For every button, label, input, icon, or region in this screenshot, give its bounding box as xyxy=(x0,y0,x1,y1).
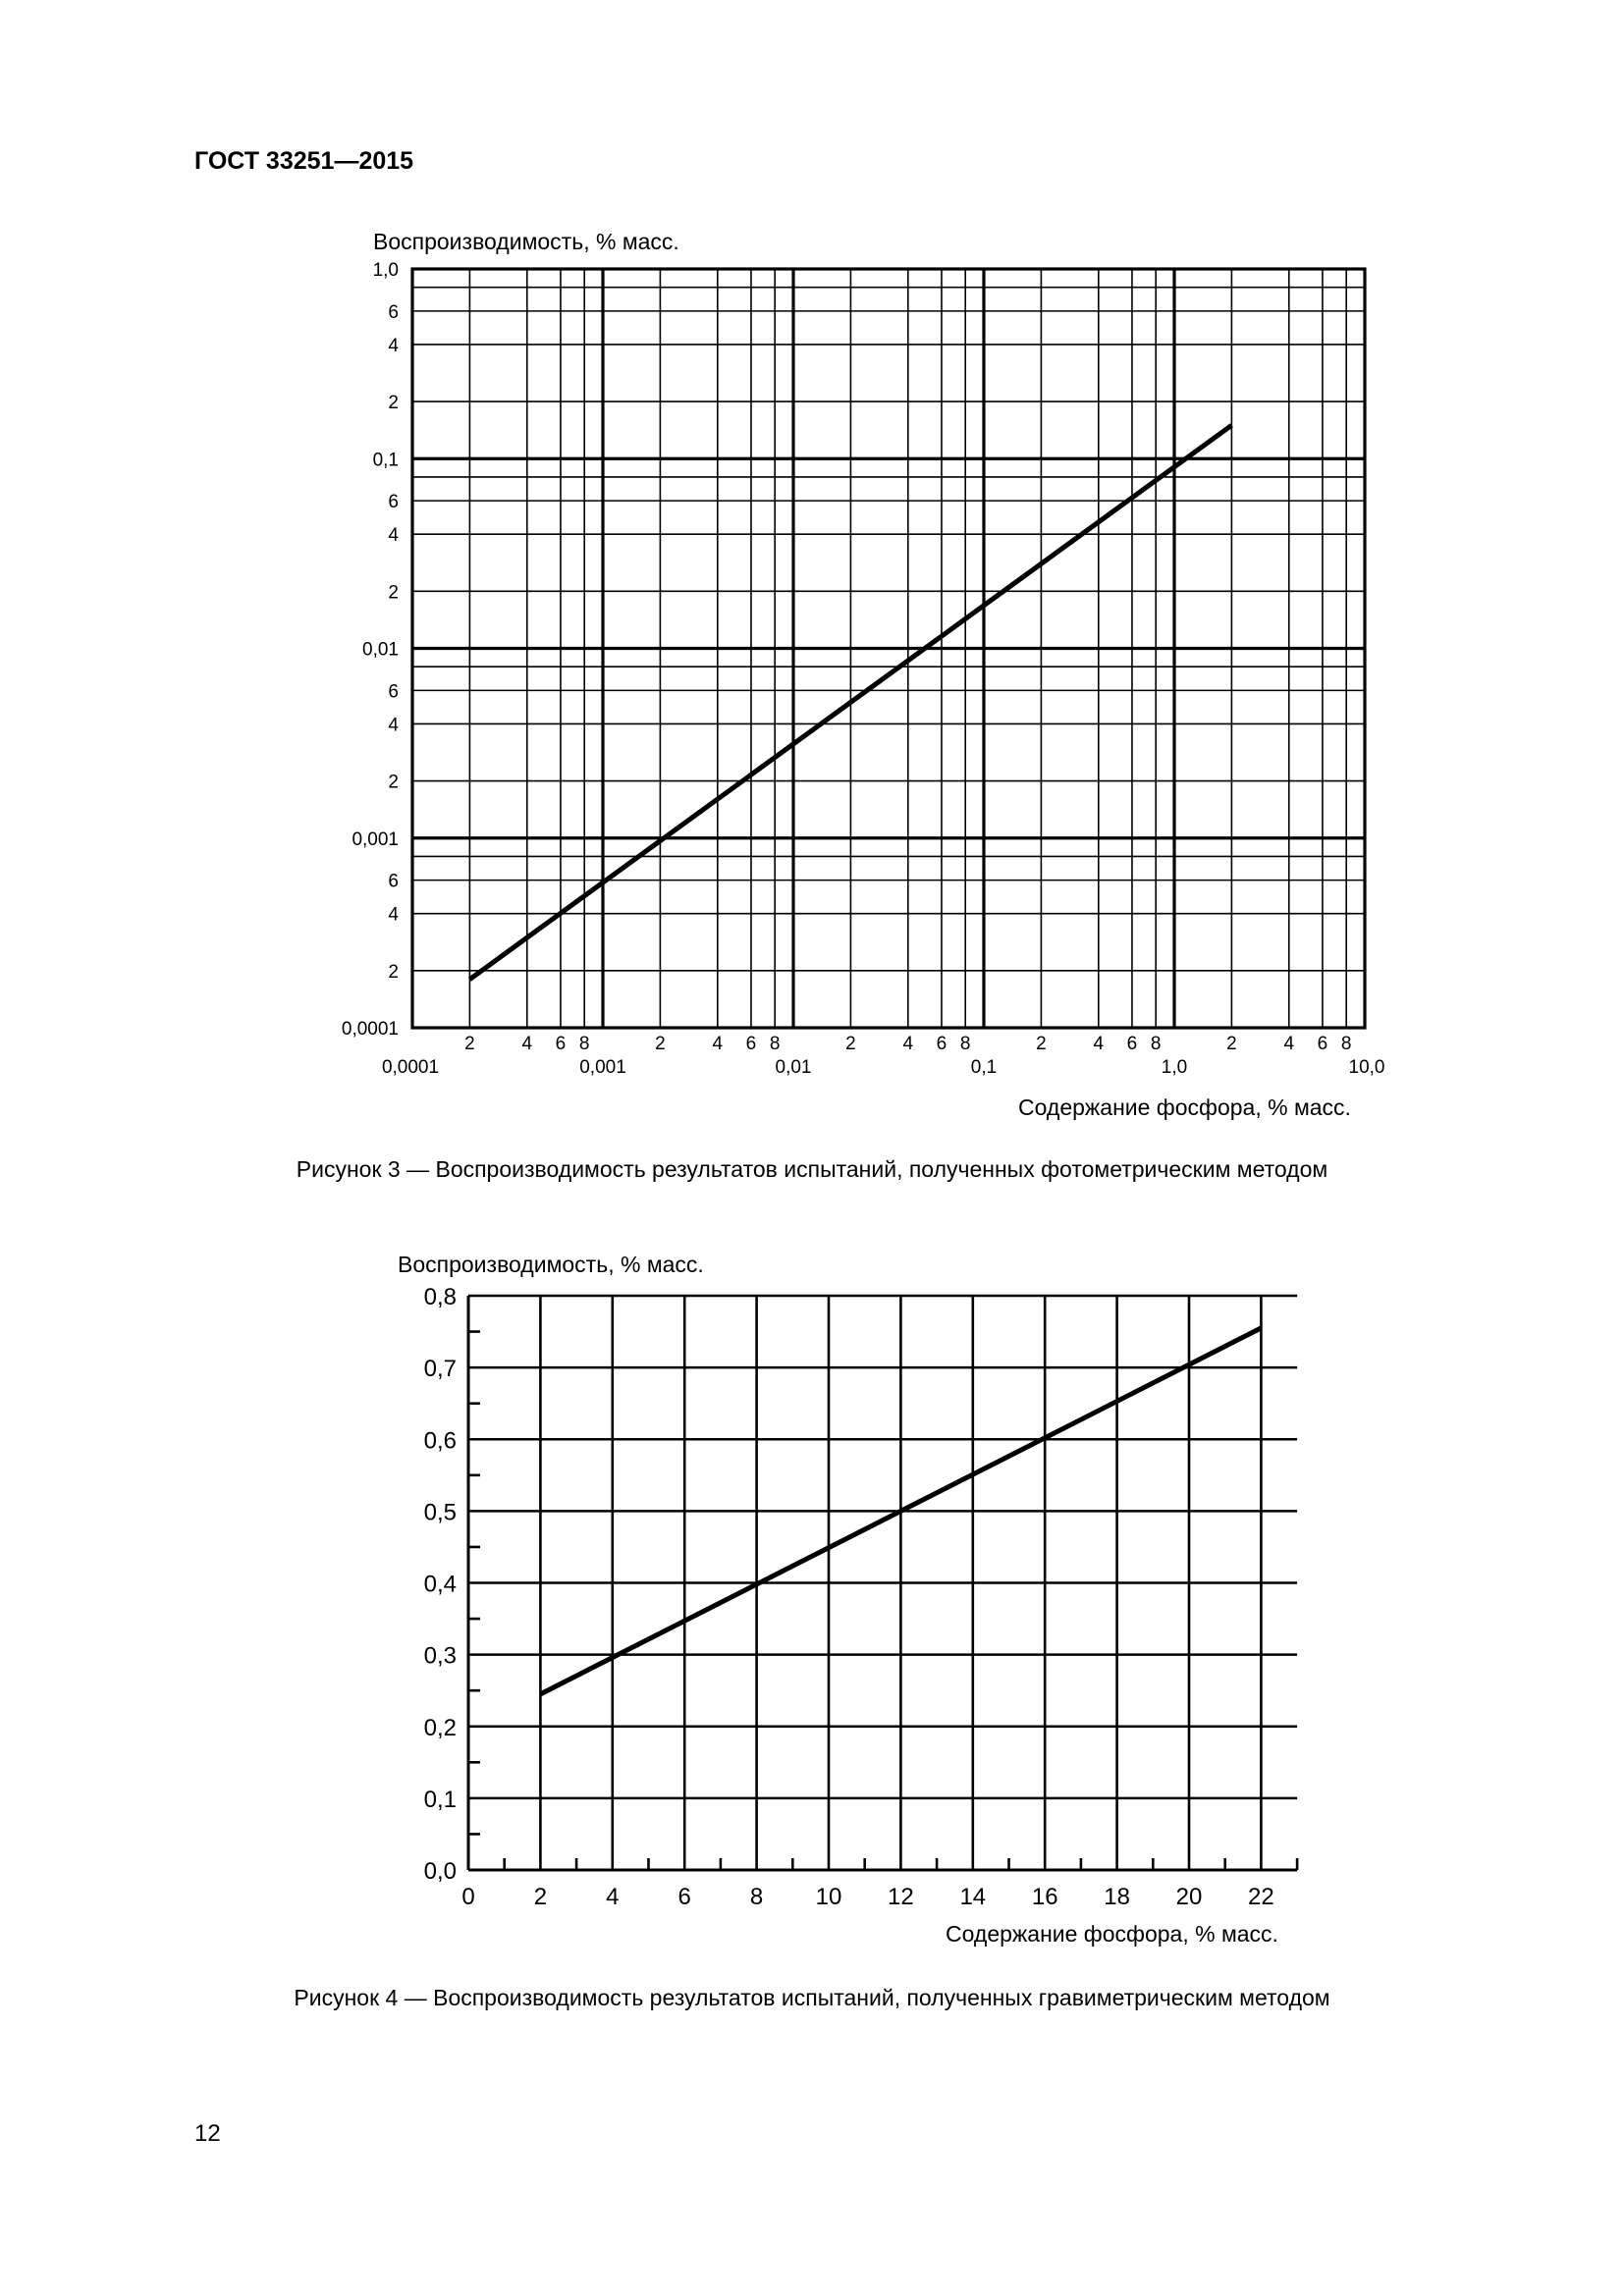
fig4-x-tick-label: 14 xyxy=(959,1884,987,1910)
fig4-x-tick-label: 0 xyxy=(461,1884,475,1910)
fig4-xlabel: Содержание фосфора, % масс. xyxy=(946,1921,1278,1947)
fig3-y-minor-label: 4 xyxy=(388,335,399,356)
fig3-x-minor-label: 2 xyxy=(845,1034,856,1054)
fig4-x-tick-label: 10 xyxy=(815,1884,842,1910)
fig4-x-tick-label: 12 xyxy=(888,1884,914,1910)
fig4-y-tick-label: 0,2 xyxy=(423,1714,457,1741)
fig4-x-tick-label: 20 xyxy=(1175,1884,1203,1910)
fig3-x-minor-label: 8 xyxy=(1150,1034,1162,1054)
fig3-x-tick-label: 1,0 xyxy=(1161,1057,1188,1078)
fig3-x-minor-label: 4 xyxy=(902,1034,914,1054)
fig3-y-minor-label: 6 xyxy=(388,492,399,513)
fig4-y-tick-label: 0,7 xyxy=(423,1356,457,1383)
fig3-x-minor-label: 2 xyxy=(655,1034,666,1054)
fig3-x-tick-label: 0,001 xyxy=(579,1057,626,1078)
fig3-x-minor-label: 6 xyxy=(936,1034,947,1054)
fig3-x-tick-label: 0,01 xyxy=(775,1057,812,1078)
fig3-y-minor-label: 6 xyxy=(388,301,399,323)
fig3-y-tick-label: 1,0 xyxy=(372,260,399,281)
fig3-x-tick-label: 0,1 xyxy=(970,1057,998,1078)
fig3-x-minor-label: 8 xyxy=(1340,1034,1352,1054)
fig3-y-minor-label: 6 xyxy=(388,681,399,703)
fig4-y-tick-label: 0,8 xyxy=(423,1284,457,1310)
fig3-y-minor-label: 6 xyxy=(388,871,399,892)
fig3-y-minor-label: 2 xyxy=(388,772,399,793)
fig3-y-tick-label: 0,01 xyxy=(362,639,399,661)
fig3-x-minor-label: 2 xyxy=(1036,1034,1047,1054)
fig3-y-minor-label: 2 xyxy=(388,582,399,604)
fig4-y-tick-label: 0,3 xyxy=(423,1642,457,1670)
fig3-x-minor-label: 4 xyxy=(1283,1034,1295,1054)
fig3-x-minor-label: 4 xyxy=(521,1034,533,1054)
fig3-x-minor-label: 4 xyxy=(712,1034,724,1054)
fig3-caption: Рисунок 3 — Воспроизводимость результатов испытаний, полученных фотометрическим методом xyxy=(296,1156,1328,1182)
fig3-x-minor-label: 6 xyxy=(1317,1034,1328,1054)
fig4-x-tick-label: 8 xyxy=(749,1884,764,1910)
fig4-caption: Рисунок 4 — Воспроизводимость результатов испытаний, полученных гравиметрическим методом xyxy=(294,1985,1330,2010)
fig3-y-minor-label: 2 xyxy=(388,961,399,983)
fig3-x-tick-label: 10,0 xyxy=(1348,1057,1385,1078)
fig3-y-tick-label: 0,0001 xyxy=(341,1019,399,1040)
fig4-x-tick-label: 18 xyxy=(1104,1884,1130,1910)
fig3-x-minor-label: 6 xyxy=(745,1034,757,1054)
fig4-y-tick-label: 0,4 xyxy=(423,1571,457,1598)
fig3-y-minor-label: 4 xyxy=(388,715,399,736)
fig4-x-tick-label: 6 xyxy=(677,1884,691,1910)
fig3-x-minor-label: 2 xyxy=(1226,1034,1237,1054)
fig3-x-minor-label: 8 xyxy=(769,1034,781,1054)
fig3-x-minor-label: 8 xyxy=(578,1034,590,1054)
fig3-x-minor-label: 8 xyxy=(959,1034,971,1054)
fig3-x-tick-label: 0,0001 xyxy=(381,1057,440,1078)
fig3-ylabel: Воспроизводимость, % масс. xyxy=(373,229,679,254)
fig4-ylabel: Воспроизводимость, % масс. xyxy=(398,1252,704,1277)
fig4-y-tick-label: 0,1 xyxy=(423,1786,457,1813)
fig3-y-minor-label: 4 xyxy=(388,904,399,926)
fig3-y-tick-label: 0,1 xyxy=(372,450,399,471)
page-number: 12 xyxy=(194,2120,221,2147)
fig4-x-tick-label: 22 xyxy=(1248,1884,1274,1910)
fig3-x-minor-label: 4 xyxy=(1093,1034,1105,1054)
fig3-xlabel: Содержание фосфора, % масс. xyxy=(1018,1095,1351,1120)
fig3-y-minor-label: 2 xyxy=(388,393,399,414)
fig4-x-tick-label: 4 xyxy=(606,1884,620,1910)
fig4-y-tick-label: 0,6 xyxy=(423,1427,457,1455)
fig3-y-tick-label: 0,001 xyxy=(352,828,399,850)
fig3-y-minor-label: 4 xyxy=(388,525,399,547)
fig4-x-tick-label: 16 xyxy=(1031,1884,1058,1910)
fig4-y-tick-label: 0,0 xyxy=(423,1858,457,1885)
fig3-x-minor-label: 6 xyxy=(1126,1034,1138,1054)
fig3-x-minor-label: 6 xyxy=(555,1034,567,1054)
fig4-y-tick-label: 0,5 xyxy=(423,1499,457,1526)
document-header: ГОСТ 33251—2015 xyxy=(194,147,414,175)
fig4-x-tick-label: 2 xyxy=(533,1884,548,1910)
fig3-x-minor-label: 2 xyxy=(464,1034,475,1054)
